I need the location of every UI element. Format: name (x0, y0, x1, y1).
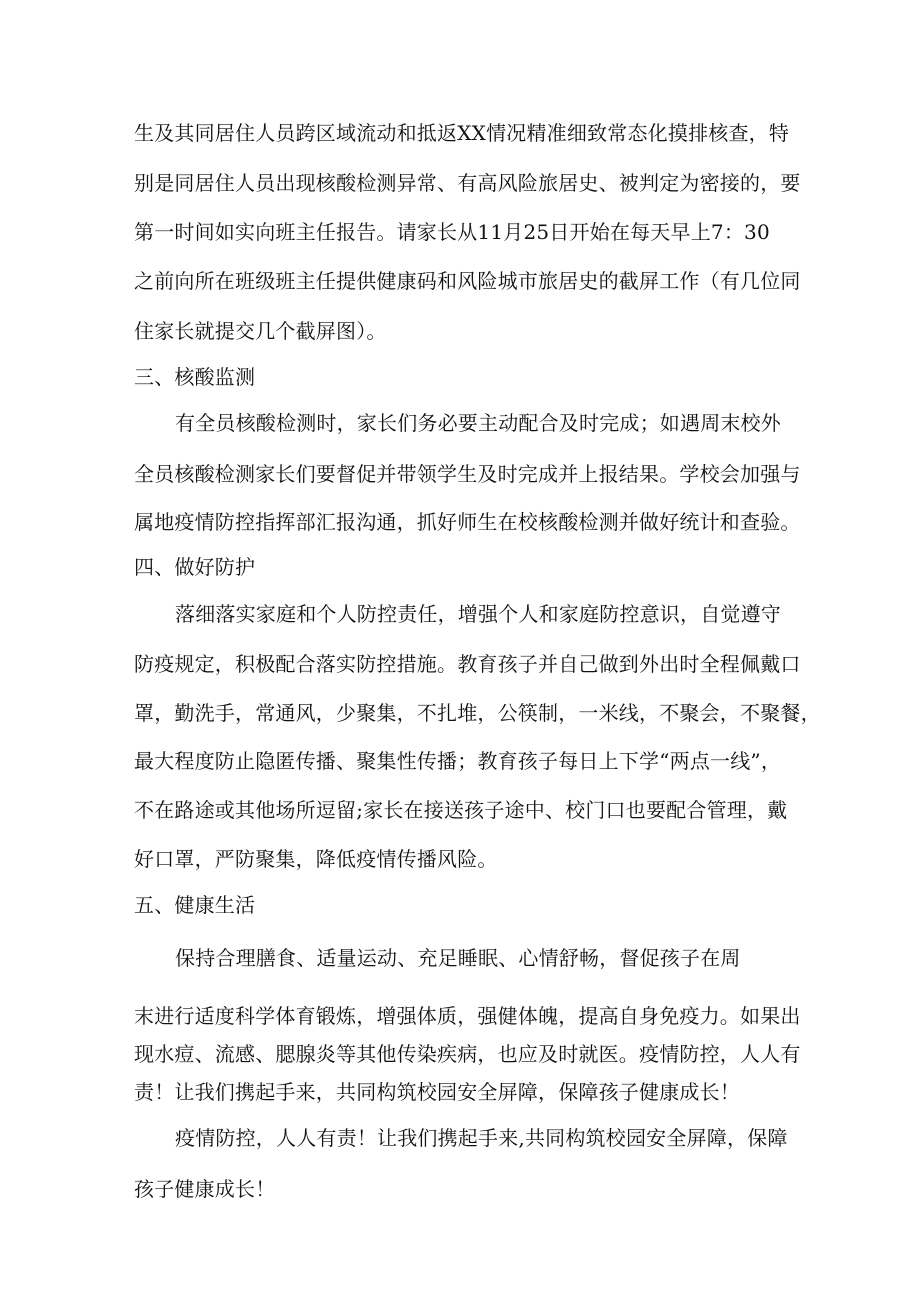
paragraph-line: 孩子健康成长！ (134, 1177, 276, 1201)
paragraph-line: 罩，勤洗手，常通风，少聚集，不扎堆，公筷制，一米线，不聚会，不聚餐， (134, 701, 821, 725)
paragraph-line: 保持合理膳食、适量运动、充足睡眠、心情舒畅，督促孩子在周 (175, 946, 741, 970)
paragraph-line: 疫情防控，人人有责！让我们携起手来,共同构筑校园安全屏障，保障 (175, 1126, 788, 1150)
section-heading-healthy-living: 五、健康生活 (134, 893, 256, 917)
paragraph-line: 属地疫情防控指挥部汇报沟通，抓好师生在校核酸检测并做好统计和查验。 (134, 510, 801, 534)
paragraph-line: 生及其同居住人员跨区域流动和抵返XX情况精准细致常态化摸排核查，特 (134, 121, 790, 145)
paragraph-line: 第一时间如实向班主任报告。请家长从11月25日开始在每天早上7：30 (134, 220, 770, 244)
paragraph-line: 有全员核酸检测时，家长们务必要主动配合及时完成；如遇周末校外 (175, 411, 781, 435)
section-heading-nucleic-acid: 三、核酸监测 (134, 365, 256, 389)
paragraph-line: 防疫规定，积极配合落实防控措施。教育孩子并自己做到外出时全程佩戴口 (134, 652, 801, 676)
section-heading-protection: 四、做好防护 (134, 555, 256, 579)
paragraph-line: 落细落实家庭和个人防控责任，增强个人和家庭防控意识，自觉遵守 (175, 602, 781, 626)
paragraph-line: 好口罩，严防聚集，降低疫情传播风险。 (134, 847, 498, 871)
paragraph-line: 全员核酸检测家长们要督促并带领学生及时完成并上报结果。学校会加强与 (134, 462, 801, 486)
paragraph-line: 末进行适度科学体育锻炼，增强体质，强健体魄，提高自身免疫力。如果出 (134, 1004, 801, 1028)
paragraph-line: 现水痘、流感、腮腺炎等其他传染疾病，也应及时就医。疫情防控，人人有 (134, 1042, 801, 1066)
paragraph-line: 之前向所在班级班主任提供健康码和风险城市旅居史的截屏工作（有几位同 (134, 269, 801, 293)
paragraph-line: 住家长就提交几个截屏图）。 (134, 319, 387, 343)
paragraph-line: 最大程度防止隐匿传播、聚集性传播；教育孩子每日上下学“两点一线”， (134, 749, 782, 773)
paragraph-line: 别是同居住人员出现核酸检测异常、有高风险旅居史、被判定为密接的，要 (134, 171, 801, 195)
paragraph-line: 责！让我们携起手来，共同构筑校园安全屏障，保障孩子健康成长！ (134, 1080, 740, 1104)
paragraph-line: 不在路途或其他场所逗留;家长在接送孩子途中、校门口也要配合管理，戴 (134, 798, 788, 822)
